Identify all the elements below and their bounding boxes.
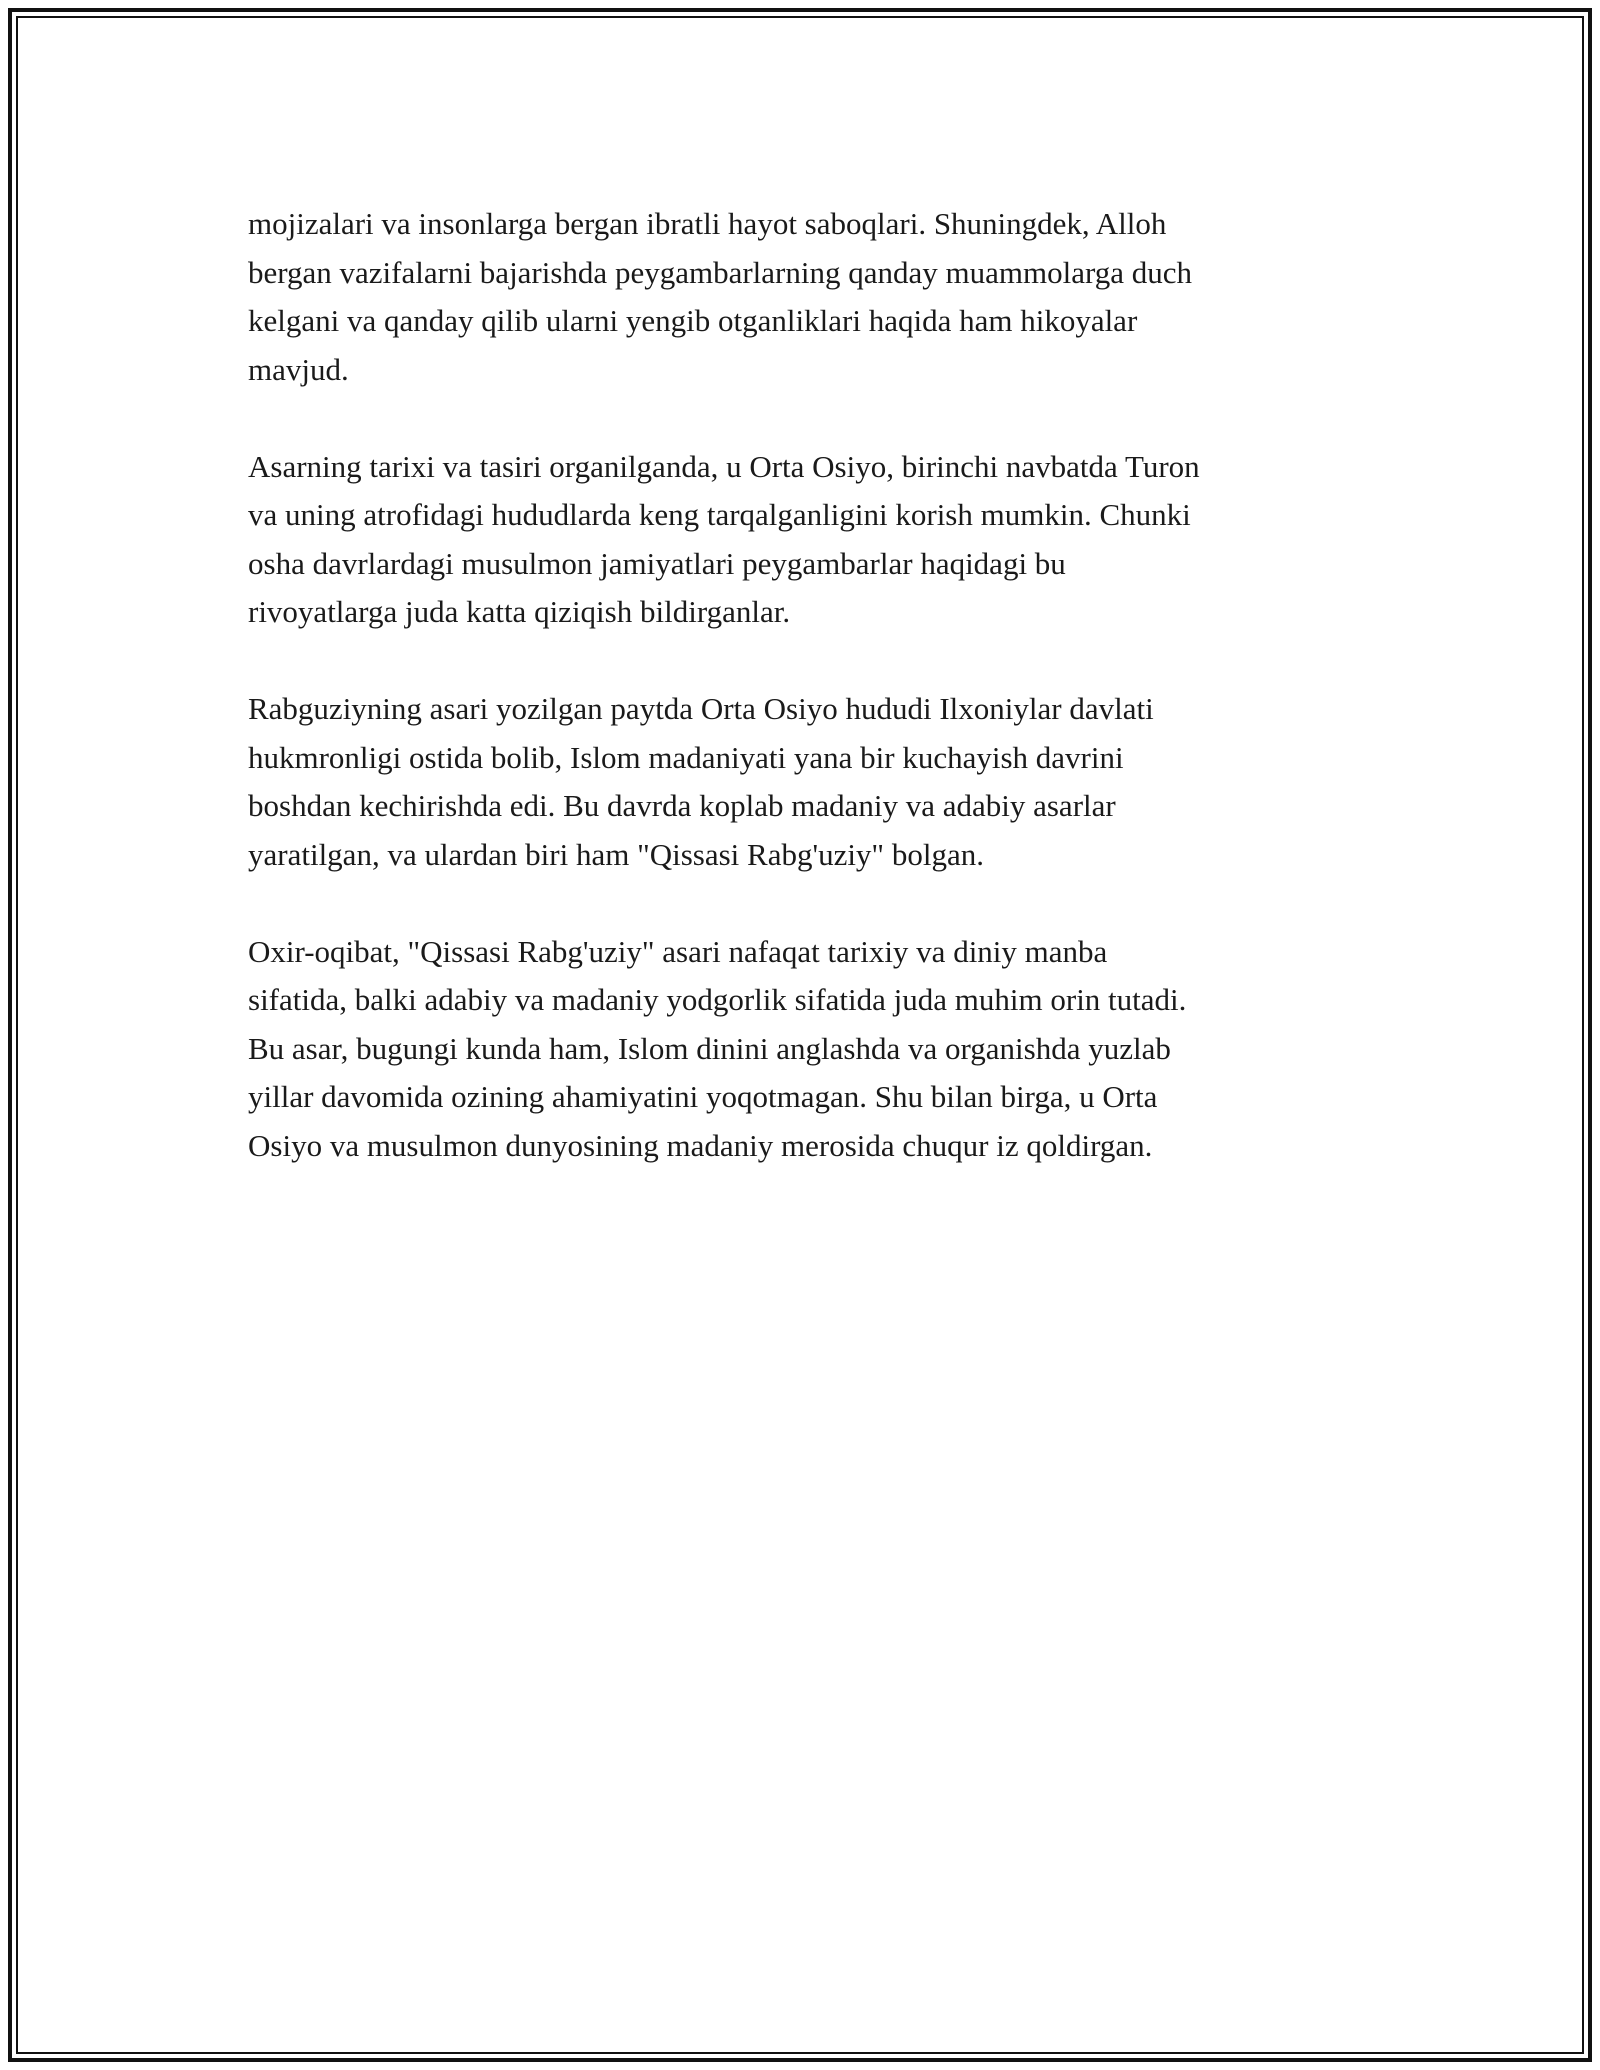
text-line: sifatida, balki adabiy va madaniy yodgorlik sifatida juda muhim orin tutadi.: [248, 982, 1187, 1017]
text-line: osha davrlardagi musulmon jamiyatlari peygambarlar haqidagi bu: [248, 545, 1066, 581]
text-line: boshdan kechirishda edi. Bu davrda koplab madaniy va adabiy asarlar: [248, 788, 1116, 823]
paragraph-2: [248, 443, 1398, 637]
text-line: va uning atrofidagi hududlarda keng tarqalganligini korish mumkin. Chunki: [248, 497, 1191, 532]
text-line: Bu asar, bugungi kunda ham, Islom dinini anglashda va organishda yuzlab: [248, 1030, 1171, 1066]
text-line: rivoyatlarga juda katta qiziqish bildirganlar.: [248, 594, 791, 629]
text-line: hukmronligi ostida bolib, Islom madaniyati yana bir kuchayish davrini: [248, 739, 1124, 775]
document-body: [248, 200, 1398, 1219]
text-line: mojizalari va insonlarga bergan ibratli hayot saboqlari. Shuningdek, Alloh: [248, 206, 1167, 241]
text-line: Rabguziyning asari yozilgan paytda Orta Osiyo hududi Ilxoniylar davlati: [248, 691, 1154, 726]
page-frame: [8, 8, 1592, 2062]
paragraph-4: [248, 928, 1398, 1171]
text-line: bergan vazifalarni bajarishda peygambarlarning qanday muammolarga duch: [248, 254, 1192, 290]
paragraph-3: [248, 685, 1398, 879]
text-line: kelgani va qanday qilib ularni yengib otganliklari haqida ham hikoyalar: [248, 303, 1138, 338]
text-line: Osiyo va musulmon dunyosining madaniy merosida chuqur iz qoldirgan.: [248, 1127, 1153, 1163]
text-line: Oxir-oqibat, "Qissasi Rabg'uziy" asari nafaqat tarixiy va diniy manba: [248, 933, 1108, 969]
text-line: Asarning tarixi va tasiri organilganda, u Orta Osiyo, birinchi navbatda Turon: [248, 448, 1200, 484]
text-line: yaratilgan, va ulardan biri ham "Qissasi Rabg'uziy" bolgan.: [248, 836, 984, 872]
paragraph-1: [248, 200, 1398, 394]
text-line: mavjud.: [248, 351, 349, 387]
text-line: yillar davomida ozining ahamiyatini yoqotmagan. Shu bilan birga, u Orta: [248, 1079, 1158, 1114]
